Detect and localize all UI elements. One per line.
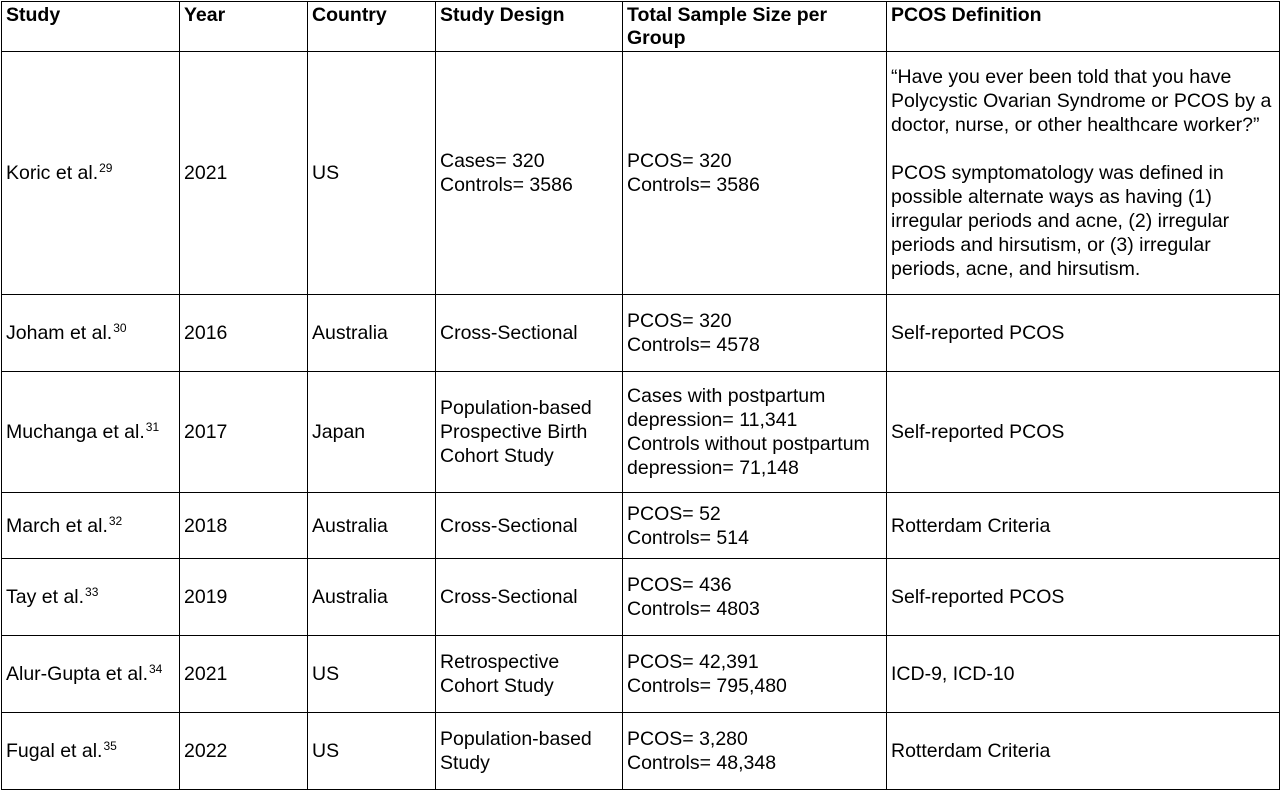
- study-cell: [2, 713, 180, 790]
- sample-size-cell: [623, 372, 887, 493]
- study-name: Alur-Gupta et al.: [6, 663, 148, 685]
- sample-line: Cases with postpartum depression= 11,341: [627, 385, 826, 431]
- design-line: Cross-Sectional: [440, 586, 578, 608]
- sample-line: PCOS= 320: [627, 310, 732, 332]
- year-cell: 2016: [180, 295, 308, 372]
- design-line: Population-based Prospective Birth Cohort Study: [440, 397, 592, 467]
- sample-line: Controls= 4578: [627, 334, 760, 356]
- country-cell: Australia: [308, 295, 436, 372]
- design-line: Cross-Sectional: [440, 514, 578, 537]
- table-row: [2, 52, 1280, 295]
- sample-line: PCOS= 52: [627, 502, 721, 525]
- header-sample-size: Total Sample Size per Group: [623, 2, 887, 52]
- sample-line: PCOS= 3,280: [627, 728, 748, 750]
- table-header: [2, 2, 1280, 52]
- reference-number: 35: [103, 739, 117, 753]
- sample-size-cell: [623, 636, 887, 713]
- sample-line: PCOS= 320: [627, 150, 732, 172]
- definition-paragraph: ICD-9, ICD-10: [891, 663, 1015, 685]
- definition-cell: [887, 295, 1280, 372]
- study-cell: [2, 493, 180, 559]
- sample-line: Controls= 48,348: [627, 752, 777, 774]
- sample-line: PCOS= 436: [627, 574, 732, 596]
- country-cell: US: [308, 713, 436, 790]
- year-cell: 2022: [180, 713, 308, 790]
- definition-cell: [887, 52, 1280, 295]
- definition-paragraph: “Have you ever been told that you have Polycystic Ovarian Syndrome or PCOS by a doctor, nurse, or other healthcare worker?”: [891, 66, 1272, 136]
- study-name: Koric et al.: [6, 162, 99, 184]
- sample-line: Controls without postpartum depression= 71,148: [627, 433, 870, 479]
- reference-number: 34: [148, 662, 163, 676]
- sample-line: PCOS= 42,391: [627, 651, 759, 673]
- design-line: Population-based Study: [440, 728, 592, 774]
- definition-paragraph: Self-reported PCOS: [891, 421, 1065, 443]
- reference-number: 29: [99, 161, 113, 175]
- definition-cell: [887, 559, 1280, 636]
- study-cell: [2, 52, 180, 295]
- study-cell: [2, 295, 180, 372]
- sample-size-cell: [623, 559, 887, 636]
- country-cell: US: [308, 52, 436, 295]
- definition-paragraph: Rotterdam Criteria: [891, 514, 1051, 537]
- design-cell: [436, 713, 623, 790]
- design-cell: [436, 295, 623, 372]
- sample-size-cell: [623, 493, 887, 559]
- table-row: [2, 636, 1280, 713]
- country-cell: Japan: [308, 372, 436, 493]
- year-cell: 2021: [180, 636, 308, 713]
- reference-number: 33: [85, 585, 99, 599]
- definition-cell: [887, 372, 1280, 493]
- paragraph-spacer: [891, 137, 1275, 161]
- header-study-design: Study Design: [436, 2, 623, 52]
- reference-number: 31: [145, 420, 160, 434]
- design-line: Cross-Sectional: [440, 322, 578, 344]
- sample-line: Controls= 3586: [627, 174, 760, 196]
- table-row: [2, 295, 1280, 372]
- study-cell: [2, 636, 180, 713]
- sample-size-cell: [623, 52, 887, 295]
- study-cell: [2, 372, 180, 493]
- header-year: Year: [180, 2, 308, 52]
- study-name: March et al.: [6, 514, 108, 537]
- design-line: Cases= 320: [440, 150, 545, 172]
- table-body: [2, 52, 1280, 790]
- header-study: Study: [2, 2, 180, 52]
- studies-table: [1, 1, 1280, 790]
- study-cell: [2, 559, 180, 636]
- design-cell: [436, 372, 623, 493]
- study-name: Tay et al.: [6, 586, 85, 608]
- sample-line: Controls= 4803: [627, 598, 760, 620]
- reference-number: 30: [113, 321, 127, 335]
- sample-size-cell: [623, 295, 887, 372]
- country-cell: US: [308, 636, 436, 713]
- sample-line: Controls= 514: [627, 526, 749, 549]
- definition-paragraph: PCOS symptomatology was defined in possible alternate ways as having (1) irregular periods and acne, (2) irregular periods and hirsutism, or (3) irregular periods, acne, and hirsutism.: [891, 162, 1230, 280]
- design-line: Retrospective Cohort Study: [440, 651, 560, 697]
- header-country: Country: [308, 2, 436, 52]
- study-name: Fugal et al.: [6, 740, 103, 762]
- table-row: [2, 372, 1280, 493]
- country-cell: Australia: [308, 559, 436, 636]
- definition-cell: [887, 493, 1280, 559]
- definition-cell: [887, 636, 1280, 713]
- definition-paragraph: Rotterdam Criteria: [891, 740, 1051, 762]
- definition-paragraph: Self-reported PCOS: [891, 586, 1065, 608]
- year-cell: 2021: [180, 52, 308, 295]
- sample-size-cell: [623, 713, 887, 790]
- design-cell: [436, 559, 623, 636]
- country-cell: Australia: [308, 493, 436, 559]
- table-row: [2, 559, 1280, 636]
- design-cell: [436, 52, 623, 295]
- sample-line: Controls= 795,480: [627, 675, 787, 697]
- year-cell: 2019: [180, 559, 308, 636]
- header-row: [2, 2, 1280, 52]
- definition-cell: [887, 713, 1280, 790]
- year-cell: 2018: [180, 493, 308, 559]
- design-cell: [436, 636, 623, 713]
- definition-paragraph: Self-reported PCOS: [891, 322, 1065, 344]
- design-cell: [436, 493, 623, 559]
- study-name: Joham et al.: [6, 322, 113, 344]
- design-line: Controls= 3586: [440, 174, 573, 196]
- header-pcos-definition: PCOS Definition: [887, 2, 1280, 52]
- table-row: [2, 713, 1280, 790]
- study-name: Muchanga et al.: [6, 421, 145, 443]
- table-row: [2, 493, 1280, 559]
- year-cell: 2017: [180, 372, 308, 493]
- reference-number: 32: [108, 513, 123, 528]
